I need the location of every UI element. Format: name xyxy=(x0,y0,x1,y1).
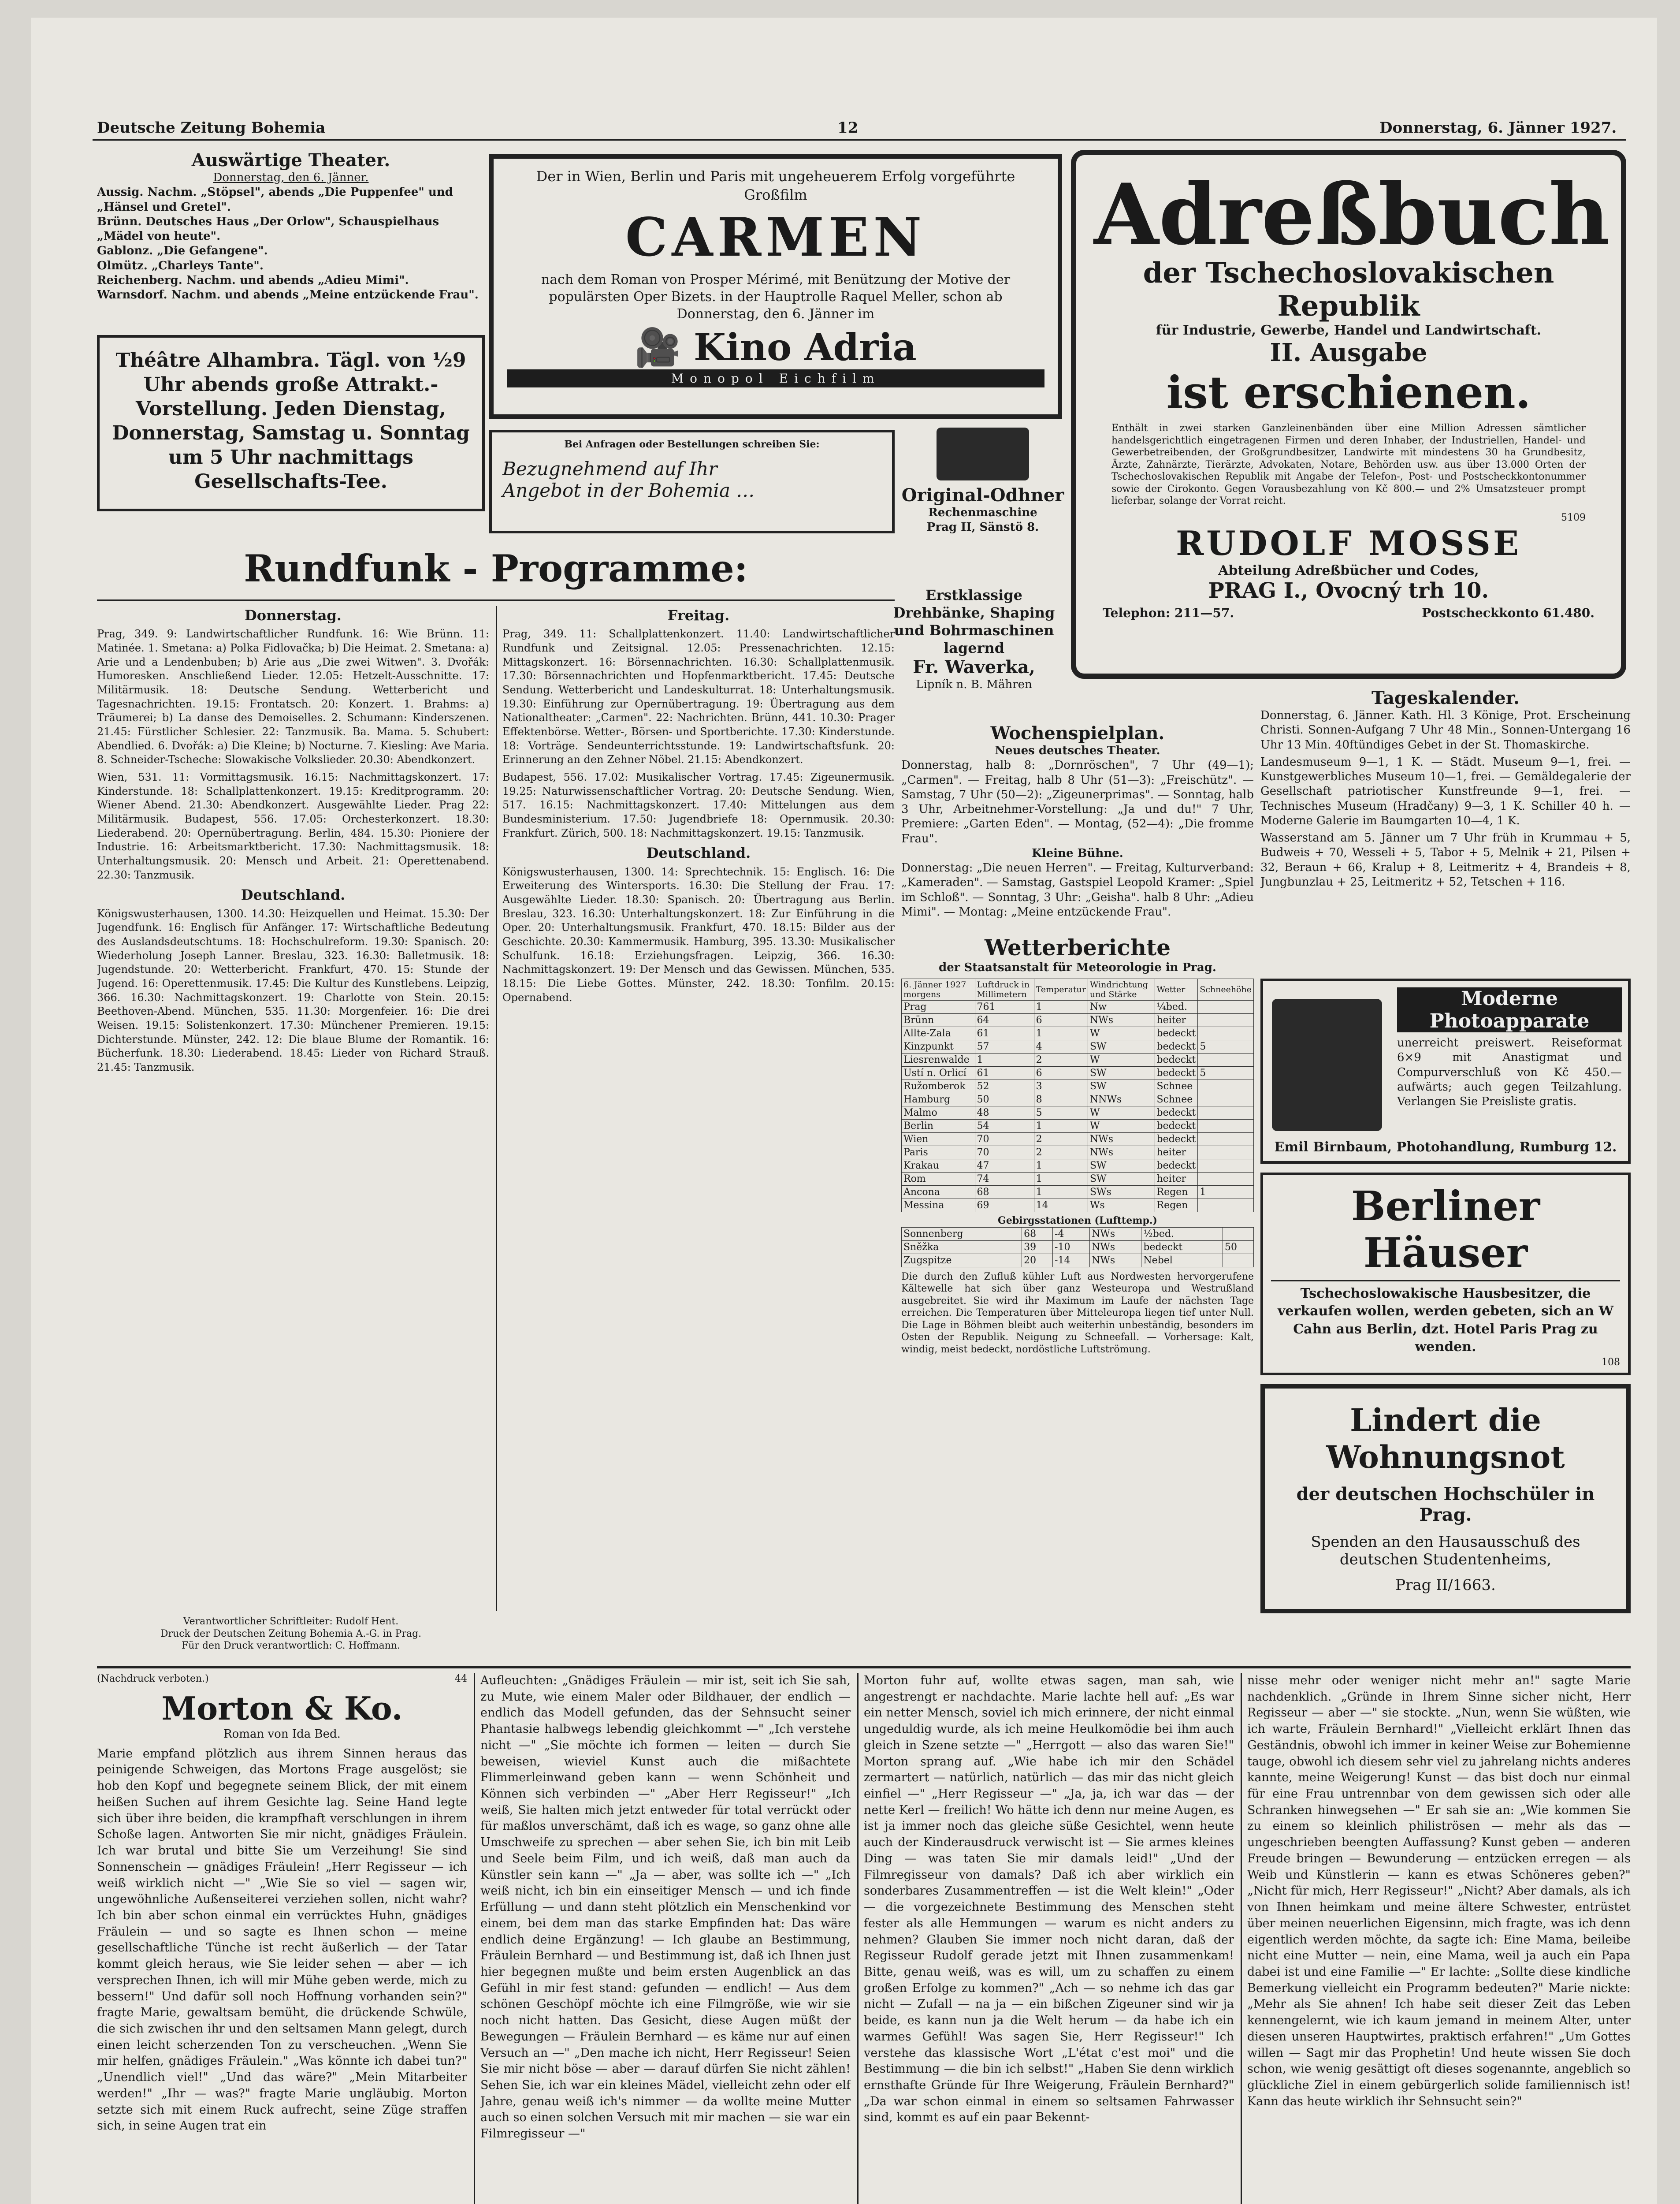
weather-cell: 70 xyxy=(975,1133,1034,1146)
odhner-product: Rechenmaschine xyxy=(928,506,1037,519)
newspaper-page xyxy=(31,18,1657,2204)
weather-cell: NWs xyxy=(1088,1014,1155,1027)
berliner-title: Berliner Häuser xyxy=(1351,1182,1540,1277)
theater-line: Aussig. Nachm. „Stöpsel", abends „Die Puppenfee" und „Hänsel und Gretel". xyxy=(97,186,453,214)
weather-row xyxy=(902,1227,1254,1240)
adressbuch-ad xyxy=(1071,150,1626,679)
theater-line: Warnsdorf. Nachm. und abends „Meine entzückende Frau". xyxy=(97,288,479,302)
housing-notice xyxy=(1260,1384,1631,1613)
weather-cell: NWs xyxy=(1088,1133,1155,1146)
weather-cell: heiter xyxy=(1155,1146,1198,1159)
notice-line-2: der deutschen Hochschüler in Prag. xyxy=(1296,1484,1595,1525)
radio-germany-heading-2: Deutschland. xyxy=(646,845,751,862)
weather-cell: 1 xyxy=(975,1054,1034,1067)
weather-cell: 47 xyxy=(975,1159,1034,1173)
weather-row xyxy=(902,1146,1254,1159)
imprint-editor: Verantwortlicher Schriftleiter: Rudolf Hent. xyxy=(183,1616,399,1627)
weather-row xyxy=(902,1106,1254,1120)
weekly-subtitle: Neues deutsches Theater. xyxy=(995,744,1160,757)
page-number: 12 xyxy=(837,119,859,137)
weather-cell: Ws xyxy=(1088,1199,1155,1212)
radio-friday-text-2: Budapest, 556. 17.02: Musikalischer Vortrag. 17.45: Zigeunermusik. 19.25: Naturwissenschaftlicher Vortrag. 20: Deutsche Sendung. Wien, 517. 16.15: Nachmittagskonzert. 17.40: Mittelungen aus dem Bundesministerium. 17.50: Jugendbriefe 18: Opernmusik. 20.30: Frankfurt. Zürich, 500. 18: Nachmittagskonzert. 19.15: Tanzmusik. xyxy=(502,771,895,839)
adressbuch-code: 5109 xyxy=(1561,512,1586,523)
photo-ad xyxy=(1260,979,1631,1164)
order-note-script-1: Bezugnehmend auf Ihr xyxy=(502,458,717,480)
carmen-intro: Der in Wien, Berlin und Paris mit ungeheuerem Erfolg vorgeführte Großfilm xyxy=(536,168,1015,203)
weather-cell xyxy=(1198,1106,1254,1120)
weather-cell: bedeckt xyxy=(1155,1054,1198,1067)
drehbaenke-text: Erstklassige Drehbänke, Shaping und Bohrmaschinen lagernd xyxy=(893,587,1055,656)
imprint-responsible: Für den Druck verantwortlich: C. Hoffmann. xyxy=(181,1640,401,1651)
adressbuch-subtitle: der Tschechoslovakischen Republik xyxy=(1143,257,1554,323)
weather-header-cell: Wetter xyxy=(1155,979,1198,1001)
weather-cell: -10 xyxy=(1053,1240,1090,1254)
order-note xyxy=(489,430,895,533)
weather-cell xyxy=(1223,1254,1254,1267)
weather-cell: 74 xyxy=(975,1173,1034,1186)
adressbuch-firm: RUDOLF MOSSE xyxy=(1176,524,1521,563)
weather-row xyxy=(902,1133,1254,1146)
carmen-title: CARMEN xyxy=(625,206,926,269)
weather-cell: 4 xyxy=(1034,1040,1088,1054)
carmen-cinema: 🎥 Kino Adria xyxy=(635,325,917,369)
novel-title: Morton & Ko. xyxy=(161,1689,403,1727)
weather-cell: 52 xyxy=(975,1080,1034,1093)
weather-cell: 1 xyxy=(1034,1027,1088,1040)
weekly-schedule xyxy=(901,723,1254,930)
weather-cell: W xyxy=(1088,1106,1155,1120)
novel-divider xyxy=(97,1666,1631,1668)
weather-cell: 20 xyxy=(1022,1254,1053,1267)
adressbuch-description: Enthält in zwei starken Ganzleinenbänden über eine Million Adressen sämtlicher handelsgerichtlich eingetragenen Firmen und deren Inhaber, der Industriellen, Handel- und Gewerbetreibenden, der Großgrundbesitzer, Landwirte mit mindestens 30 ha Grundbesitz, Ärzte, Zahnärzte, Tierärzte, Advokaten, Notare, Behörden usw. aus über 13.000 Orten der Tschechoslovakischen Republik mit Angabe der Telefon-, Post- und Postscheckkontonummer sowie der Cirokonto. Gegen Vorausbezahlung von Kč 800.— und 2% Umsatzsteuer prompt lieferbar, solange der Vorrat reicht. xyxy=(1111,423,1586,506)
theater-title: Auswärtige Theater. xyxy=(191,150,390,171)
weather-row xyxy=(902,1067,1254,1080)
weather-cell: Allte-Zala xyxy=(902,1027,975,1040)
weather-header-cell: 6. Jänner 1927 morgens xyxy=(902,979,975,1001)
weather-cell: Liesrenwalde xyxy=(902,1054,975,1067)
weather-cell: 1 xyxy=(1034,1159,1088,1173)
weather-mountain-body xyxy=(902,1227,1254,1267)
weather-cell: 68 xyxy=(1022,1227,1053,1240)
novel-author: Roman von Ida Bed. xyxy=(223,1727,341,1741)
weather-cell: Regen xyxy=(1155,1186,1198,1199)
calendar-section xyxy=(1260,688,1631,970)
weather-section xyxy=(901,934,1254,1631)
weather-cell: 50 xyxy=(1223,1240,1254,1254)
weather-mountain-title: Gebirgsstationen (Lufttemp.) xyxy=(998,1215,1157,1227)
weather-cell: Prag xyxy=(902,1001,975,1014)
weather-cell xyxy=(1223,1227,1254,1240)
weather-row xyxy=(902,1186,1254,1199)
weather-cell: W xyxy=(1088,1120,1155,1133)
photo-name: Emil Birnbaum, Photohandlung, Rumburg 12. xyxy=(1274,1139,1617,1155)
weather-cell: W xyxy=(1088,1054,1155,1067)
weather-cell: NWs xyxy=(1089,1240,1141,1254)
weather-table-header xyxy=(902,979,1254,1001)
radio-thursday-text-2: Wien, 531. 11: Vormittagsmusik. 16.15: Nachmittagskonzert. 17: Kinderstunde. 18: Schallplattenkonzert. 19.15: Kreditprogramm. 20: Wiener Abend. 21.30: Abendkonzert. Ausgewählte Lieder. Prag 22: Militärmusik. Budapest, 556. 17.05: Orchesterkonzert. 18.30: Liederabend. 20: Opernübertragung. Berlin, 484. 15.30: Pioniere der Industrie. 16: Arbeitsmarktbericht. 17.30: Nachmittagsmusik. 18: Unterhaltungsmusik. 20: Mensch und Arbeit. 21: Operettenabend. 22.30: Tanzmusik. xyxy=(97,771,489,881)
weather-title: Wetterberichte xyxy=(984,934,1171,961)
theater-line: Gablonz. „Die Gefangene". xyxy=(97,244,268,258)
weather-header-cell: Windrichtung und Stärke xyxy=(1088,979,1155,1001)
odhner-ad xyxy=(901,428,1064,569)
weather-cell: 761 xyxy=(975,1001,1034,1014)
weather-cell: 1 xyxy=(1034,1001,1088,1014)
weather-cell: Malmo xyxy=(902,1106,975,1120)
weather-cell xyxy=(1198,1027,1254,1040)
weather-cell: Schnee xyxy=(1155,1093,1198,1106)
weather-cell: heiter xyxy=(1155,1173,1198,1186)
novel-text-3: Morton fuhr auf, wollte etwas sagen, man sah, wie angestrengt er nachdachte. Marie lachte hell auf: „Es war ein netter Mensch, soviel ich mich erinnere, der nicht einmal ungeduldig wurde, als ich meine Heulkomödie bei ihm auch gleich in Szene setzte —" „Herrgott — also das waren Sie!" Morton sprang auf. „Wie habe ich mir den Schädel zermartert — natürlich, natürlich — das mir das nicht gleich einfiel —" „Herr Regisseur —" „Ja, ja, ich war das — der nette Kerl — freilich! Wo hätte ich denn nur meine Augen, es ist ja immer noch das gleiche süße Gesichtel, wenn heute auch der Kinderausdruck verwischt ist — Sie armes kleines Ding — was taten Sie mir damals leid!" „Und der Filmregisseur von damals? Daß ich aber wirklich ein sonderbares Zusammentreffen — ist die Welt klein!" „Oder — die vorgezeichnete Bestimmung des Menschen steht fester als alle Hemmungen — warum es nicht anders zu nehmen? Glauben Sie immer noch nicht daran, daß der Regisseur Rudolf gerade jetzt mit Ihnen zusammenkam! Bitte, genau weiß, was es will, um zu schaffen zu einem großen Erfolge zu kommen?" „Ach — so nehme ich das gar nicht — Zufall — na ja — ein bißchen Zigeuner sind wir ja beide, es kann nun ja die Welt herum — da habe ich ein warmes Gefühl! Was sagen Sie, Herr Regisseur!" Ich verstehe das klassische Wort „L'état c'est moi" und die Bestimmung — die bin ich selbst!" „Haben Sie denn wirklich ernsthafte Gründe für Ihre Weigerung, Fräulein Bernhard?" „Da war schon einmal in einem so seltsamen Fahrwasser sind, kommt es auf ein paar Bekennt- xyxy=(864,1674,1234,2125)
weather-cell: 5 xyxy=(1034,1106,1088,1120)
weather-cell: -14 xyxy=(1053,1254,1090,1267)
novel-text-2: Aufleuchten: „Gnädiges Fräulein — mir ist, seit ich Sie sah, zu Mute, wie einem Maler oder Bildhauer, der endlich — endlich das Modell gefunden, das der Sehnsucht seiner Phantasie halbwegs lebendig gleichkommt —" „Ich verstehe nicht —" „Sie möchte ich formen — leiten — durch Sie beweisen, wieviel Kunst auch die mißachtete Flimmerleinwand geben kann — wenn Schönheit und Können sich verbinden —" „Aber Herr Regisseur!" „Ich weiß, Sie halten mich jetzt entweder für total verrückt oder für maßlos unverschämt, daß ich es wage, so ganz ohne alle Umschweife zu sprechen — aber sehen Sie, ich bin mit Leib und Seele beim Film, und ich weiß, daß man auch da Künstler sein kann —" „Ja — aber, was sollte ich —" „Ich weiß nicht, ich bin ein einseitiger Mensch — und ich finde Erfüllung — und dann steht plötzlich ein Menschenkind vor einem, bei dem man das starke Empfinden hat: Das wäre endlich deine Ergänzung! — Ich glaube an Bestimmung, Fräulein Bernhard — und Bestimmung ist, daß ich Ihnen just hier begegnen mußte und beim ersten Augenblick an das Gefühl in mir fest stand: gefunden — endlich! — Aus dem schönen Geschöpf möchte ich eine Filmgröße, wie wir sie noch nicht hatten. Das Gesicht, diese Augen müßt der Bewegungen — Fräulein Bernhard — es käme nur auf einen Versuch an —" „Den mache ich nicht, Herr Regisseur! Seien Sie mir nicht böse — aber — darauf dürfen Sie nicht zählen! Sehen Sie, ich war ein kleines Mädel, vielleicht zehn oder elf Jahre, genau weiß ich's nimmer — da wollte meine Mutter auch so einen solchen Versuch mit mir machen — sie war ein Filmregisseur —" xyxy=(480,1674,851,2141)
berliner-rule xyxy=(1271,1280,1620,1281)
weather-table xyxy=(901,979,1254,1212)
weather-cell: 57 xyxy=(975,1040,1034,1054)
weather-header-cell: Schneehöhe xyxy=(1198,979,1254,1001)
weather-cell: Messina xyxy=(902,1199,975,1212)
weather-cell: 8 xyxy=(1034,1093,1088,1106)
weather-row xyxy=(902,1199,1254,1212)
weather-cell: 70 xyxy=(975,1146,1034,1159)
adressbuch-edition: II. Ausgabe xyxy=(1270,338,1427,367)
weather-row xyxy=(902,1027,1254,1040)
order-note-heading: Bei Anfragen oder Bestellungen schreiben Sie: xyxy=(564,439,820,450)
weather-header-cell: Luftdruck in Millimetern xyxy=(975,979,1034,1001)
calendar-water-levels: Wasserstand am 5. Jänner um 7 Uhr früh in Krummau + 5, Budweis + 70, Wesseli + 5, Tabor + 5, Melnik + 21, Pilsen + 32, Beraun + 66, Kralup + 8, Leitmeritz + 4, Brandeis + 8, Jungbunzlau + 25, Leitmeritz + 52, Tetschen + 116. xyxy=(1260,831,1631,889)
weather-cell: 5 xyxy=(1198,1067,1254,1080)
weather-cell: -4 xyxy=(1053,1227,1090,1240)
adressbuch-branches: für Industrie, Gewerbe, Handel und Landwirtschaft. xyxy=(1156,323,1542,338)
weather-cell xyxy=(1198,1054,1254,1067)
calendar-text: Donnerstag, 6. Jänner. Kath. Hl. 3 Könige, Prot. Erscheinung Christi. Sonnen-Aufgang 7 Uhr 48 Min., Sonnen-Untergang 16 Uhr 13 Min. 40ftündiges Gebet in der St. Thomaskirche. xyxy=(1260,709,1631,752)
alhambra-ad: Théâtre Alhambra. Tägl. von ½9 Uhr abends große Attrakt.-Vorstellung. Jeden Dienstag, Donnerstag, Samstag u. Sonntag um 5 Uhr nachmittags Gesellschafts-Tee. xyxy=(97,335,485,511)
adressbuch-headline: ist erschienen. xyxy=(1166,366,1531,418)
weather-mountain-table xyxy=(901,1227,1254,1267)
photo-title: Moderne Photoapparate xyxy=(1397,987,1622,1032)
weather-cell: 1 xyxy=(1034,1186,1088,1199)
weather-cell: Brünn xyxy=(902,1014,975,1027)
drehbaenke-company: Fr. Waverka, xyxy=(913,657,1035,678)
weather-row xyxy=(902,1159,1254,1173)
weather-cell: ¼bed. xyxy=(1155,1001,1198,1014)
weekly-text: Donnerstag, halb 8: „Dornröschen", 7 Uhr (49—1); „Carmen". — Freitag, halb 8 Uhr (51—3): „Freischütz". — Samstag, 7 Uhr (50—2): „Zigeunerprimas". — Sonntag, halb 3 Uhr, Arbeitnehmer-Vorstellung: „Ja und du!" 7 Uhr, Premiere: „Garten Eden". — Montag, (52—4): „Die fromme Frau". xyxy=(901,759,1254,845)
weather-row xyxy=(902,1040,1254,1054)
theater-section xyxy=(97,150,485,317)
adressbuch-postcheck: Postscheckkonto 61.480. xyxy=(1422,606,1595,620)
weather-row xyxy=(902,1054,1254,1067)
weather-cell: SW xyxy=(1088,1040,1155,1054)
weather-row xyxy=(902,1001,1254,1014)
weather-cell: 61 xyxy=(975,1067,1034,1080)
weather-cell xyxy=(1198,1093,1254,1106)
weather-header-cell: Temperatur xyxy=(1034,979,1088,1001)
imprint-printer: Druck der Deutschen Zeitung Bohemia A.-G. in Prag. xyxy=(160,1628,422,1639)
weather-cell: bedeckt xyxy=(1155,1106,1198,1120)
radio-title-rule xyxy=(97,599,895,601)
theater-line: Brünn. Deutsches Haus „Der Orlow", Schauspielhaus „Mädel von heute". xyxy=(97,215,439,243)
weather-cell: Nebel xyxy=(1141,1254,1223,1267)
novel-number: 44 xyxy=(455,1673,467,1684)
weather-cell: 1 xyxy=(1198,1186,1254,1199)
weather-cell: SW xyxy=(1088,1173,1155,1186)
camera-icon xyxy=(1272,999,1382,1131)
radio-title: Rundfunk - Programme: xyxy=(244,547,748,590)
novel-column-1 xyxy=(97,1673,467,2204)
weather-cell: 69 xyxy=(975,1199,1034,1212)
calendar-title: Tageskalender. xyxy=(1372,688,1520,708)
weather-cell: bedeckt xyxy=(1141,1240,1223,1254)
weather-cell: ½bed. xyxy=(1141,1227,1223,1240)
radio-germany-heading: Deutschland. xyxy=(241,886,346,904)
weather-cell: 2 xyxy=(1034,1054,1088,1067)
drehbaenke-ad xyxy=(886,586,1062,719)
notice-title: Lindert die Wohnungsnot xyxy=(1326,1402,1565,1475)
weather-cell: SW xyxy=(1088,1080,1155,1093)
radio-column-right xyxy=(502,606,895,1611)
weather-cell xyxy=(1198,1133,1254,1146)
date-line: Donnerstag, 6. Jänner 1927. xyxy=(1379,119,1617,137)
radio-germany-text-2: Königswusterhausen, 1300. 14: Sprechtechnik. 15: Englisch. 16: Die Erweiterung des Wintersports. 16.30: Die Stellung der Frau. 17: Ausgewählte Lieder. 18.30: Spanisch. 20: Übertragung aus Berlin. Breslau, 323. 16.30: Unterhaltungskonzert. 18: Zur Einführung in die Oper. 20: Unterhaltungsmusik. Frankfurt, 470. 18.15: Bilder aus der Geschichte. 20.30: Kammermusik. Hamburg, 395. 13.30: Musikalischer Schulfunk. 16.18: Erziehungsfragen. Leipzig, 366. 16.30: Nachmittagskonzert. 19: Der Mensch und das Gewissen. München, 535. 18.15: Die Liebe Gottes. Münster, 242. 18.30: Tonfilm. 20.15: Opernabend. xyxy=(502,865,895,1004)
weather-cell: heiter xyxy=(1155,1014,1198,1027)
weather-cell: 3 xyxy=(1034,1080,1088,1093)
weather-cell: NWs xyxy=(1089,1227,1141,1240)
weather-cell: Wien xyxy=(902,1133,975,1146)
weather-cell: 2 xyxy=(1034,1146,1088,1159)
theater-line: Reichenberg. Nachm. und abends „Adieu Mimi". xyxy=(97,273,409,287)
weather-cell: Paris xyxy=(902,1146,975,1159)
weather-row xyxy=(902,1014,1254,1027)
calculator-icon xyxy=(937,428,1029,480)
photo-text: unerreicht preiswert. Reiseformat 6×9 mit Anastigmat und Compurverschluß von Kč 450.— aufwärts; auch gegen Teilzahlung. Verlangen Sie Preisliste gratis. xyxy=(1397,1036,1622,1109)
weather-row xyxy=(902,1080,1254,1093)
weather-cell: Ustí n. Orlicí xyxy=(902,1067,975,1080)
radio-germany-text: Königswusterhausen, 1300. 14.30: Heizquellen und Heimat. 15.30: Der Jugendfunk. 16: Englisch für Anfänger. 17: Wirtschaftliche Bedeutung des Auslandsdeutschtums. 18: Hochschulreform. 19.30: Spanisch. 20: Wiederholung Joseph Lanner. Breslau, 323. 16.30: Balletmusik. 18: Jugendstunde. 20: Wetterbericht. Frankfurt, 470. 15: Stunde der Jugend. 16: Operettenmusik. 17.45: Die Kultur des Kunstlebens. Leipzig, 366. 16.30: Nachmittagskonzert. 19: Charlotte von Stein. 20.15: Beethoven-Abend. München, 535. 11.30: Morgenfeier. 16: Die drei Weisen. 19.15: Solistenkonzert. 17.30: Münchener Premieren. 19.15: Dichterstunde. Münster, 242. 12: Die blaue Blume der Romantik. 16: Bücherfunk. 18.30: Liederabend. 18.45: Lieder von Richard Strauß. 21.45: Tanzmusik. xyxy=(97,907,489,1073)
carmen-tagline: Monopol Eichfilm xyxy=(507,369,1044,387)
weather-row xyxy=(902,1240,1254,1254)
radio-day-friday: Freitag. xyxy=(667,607,730,624)
weather-cell: 64 xyxy=(975,1014,1034,1027)
weather-cell: Hamburg xyxy=(902,1093,975,1106)
weather-cell: 6 xyxy=(1034,1014,1088,1027)
weather-cell: bedeckt xyxy=(1155,1159,1198,1173)
weather-cell: NWs xyxy=(1088,1146,1155,1159)
weather-cell: 39 xyxy=(1022,1240,1053,1254)
weather-cell: bedeckt xyxy=(1155,1040,1198,1054)
weather-cell: Schnee xyxy=(1155,1080,1198,1093)
weather-cell: NNWs xyxy=(1088,1093,1155,1106)
weather-cell: 48 xyxy=(975,1106,1034,1120)
odhner-address: Prag II, Sänstö 8. xyxy=(926,521,1039,534)
weather-cell: W xyxy=(1088,1027,1155,1040)
theater-subtitle: Donnerstag, den 6. Jänner. xyxy=(213,171,369,184)
order-note-script-2: Angebot in der Bohemia … xyxy=(502,479,755,501)
radio-friday-text: Prag, 349. 11: Schallplattenkonzert. 11.40: Landwirtschaftlicher Rundfunk und Zeitsignal. 12.05: Pressenachrichten. 12.15: Mittagskonzert. 16: Börsennachrichten. 16.30: Schallplattenmusik. 17.30: Börsennachrichten und Hopfenmarktbericht. 17.45: Deutsche Sendung. Wetterbericht und Landeskulturrat. 18: Unterhaltungsmusik. 19.30: Einführung zur Opernübertragung. 19: Übertragung aus dem Nationaltheater: „Carmen". 22: Nachrichten. Brünn, 441. 10.30: Prager Effektenbörse. Wetter-, Börsen- und Sportberichte. 17.30: Kinderstunde. 18: Vorträge. Sendeunterrichtsstunde. 19: Landwirtschaftsfunk. 20: Erinnerung an den Zehner Nöbel. 21.15: Abendkonzert. xyxy=(502,628,895,766)
weather-cell: Rom xyxy=(902,1173,975,1186)
radio-thursday-text: Prag, 349. 9: Landwirtschaftlicher Rundfunk. 16: Wie Brünn. 11: Matinée. 1. Smetana: a) Polka Fidlovačka; b) Die Heimat. 2. Smetana: a) Arie und a Lendenbuben; b) Arie aus „Die zwei Witwen". 3. Dvořák: Humoresken. Anschließend Lieder. 12.05: Hetzelt-Ausschnitte. 17: Militärmusik. 18: Deutsche Sendung. Wetterbericht und Tagesnachrichten. 19.15: Frontatsch. 20: Konzert. 1. Brahms: a) Träumerei; b) La danse des Demoiselles. 2. Schumann: Kinderszenen. 21.45: Fürstlicher Schlesier. 22: Tanzmusik. Ba. Mama. 5. Schubert: Abendlied. 6. Dvořák: a) Die Kleine; b) Nocturne. 7. Kiesling: Ave Maria. 8. Schneider-Tscheche: Slowakische Volkslieder. 20.30: Abendkonzert. xyxy=(97,628,489,766)
novel-nachdruck: (Nachdruck verboten.) xyxy=(97,1673,209,1684)
weather-cell xyxy=(1198,1173,1254,1186)
weather-cell xyxy=(1198,1014,1254,1027)
weather-cell: 68 xyxy=(975,1186,1034,1199)
weather-cell: 54 xyxy=(975,1120,1034,1133)
carmen-ad xyxy=(489,154,1062,419)
weather-cell: SWs xyxy=(1088,1186,1155,1199)
weather-cell xyxy=(1198,1199,1254,1212)
radio-column-left xyxy=(97,606,489,1611)
weather-cell: Krakau xyxy=(902,1159,975,1173)
novel-text-1: Marie empfand plötzlich aus ihrem Sinnen heraus das peinigende Schweigen, das Mortons Frage ausgelöst; sie hob den Kopf und begegnete seinem Blick, der mit einem heißen Suchen auf ihrem Gesichte lag. Seine Hand legte sich über ihre beiden, die krampfhaft verschlungen in ihrem Schoße lagen. Antworten Sie mir nicht, gnädiges Fräulein. Ich war brutal und bitte Sie um Verzeihung! Sie sind Sonnenschein — gnädiges Fräulein! „Herr Regisseur — ich weiß wirklich nicht —" „Wie Sie so viel — sagen wir, ungewöhnliche Außenseiterei verziehen sollen, nicht wahr? Ich bin aber schon einmal ein verrücktes Huhn, gnädiges Fräulein — und so sagte es Ihnen schon — meine gesellschaftliche Tünche ist recht äußerlich — der Tatar kommt gleich heraus, wie Sie leider sehen — aber — ich versprechen Ihnen, ich will mir Mühe geben werde, mich zu bessern!" Und dafür soll noch Hoffnung vorhanden sein?" fragte Marie, gewaltsam bemüht, die drückende Schwüle, die sich zwischen ihr und den seltsamen Mann gelegt, durch einen leicht scherzenden Ton zu verscheuchen. „Wenn Sie mir helfen, gnädiges Fräulein." „Was könnte ich dabei tun?" „Unendlich viel!" „Und das wäre?" „Mein Mitarbeiter werden!" „Ihr — was?" fragte Marie ungläubig. Morton setzte sich mit einem Ruck aufrecht, seine Züge straffen sich, in seine Augen trat ein xyxy=(97,1746,467,2133)
weather-cell xyxy=(1198,1146,1254,1159)
weekly-title: Wochenspielplan. xyxy=(990,723,1165,744)
weather-cell: 50 xyxy=(975,1093,1034,1106)
weather-cell xyxy=(1198,1080,1254,1093)
weather-cell: SW xyxy=(1088,1067,1155,1080)
weather-cell xyxy=(1198,1120,1254,1133)
weekly-text-2: Donnerstag: „Die neuen Herren". — Freitag, Kulturverband: „Kameraden". — Samstag, Gastspiel Leopold Kramer: „Spiel im Schloß". — Sonntag, 3 Uhr: „Geisha". halb 8 Uhr: „Adieu Mimi". — Montag: „Meine entzückende Frau". xyxy=(901,861,1254,919)
weather-cell: bedeckt xyxy=(1155,1067,1198,1080)
calendar-museums: Landesmuseum 9—1, 1 K. — Städt. Museum 9—1, frei. — Kunstgewerbliches Museum 10—1, frei. — Gemäldegalerie der Gesellschaft patriotischer Kunstfreunde 9—1, frei. — Technisches Museum (Hradčany) 9—3, 1 K. Schiller 40 h. — Moderne Galerie im Baumgarten 10—4, 1 K. xyxy=(1260,755,1631,827)
berliner-ad xyxy=(1260,1173,1631,1375)
weather-cell: 1 xyxy=(1034,1173,1088,1186)
weather-cell: 14 xyxy=(1034,1199,1088,1212)
weather-cell: NWs xyxy=(1089,1254,1141,1267)
weather-cell: Sněžka xyxy=(902,1240,1022,1254)
weather-cell: 5 xyxy=(1198,1040,1254,1054)
weather-row xyxy=(902,1173,1254,1186)
weather-cell: 1 xyxy=(1034,1120,1088,1133)
film-camera-icon: 🎥 xyxy=(635,325,694,369)
weather-cell: Berlin xyxy=(902,1120,975,1133)
imprint xyxy=(97,1616,485,1652)
weather-text: Die durch den Zufluß kühler Luft aus Nordwesten hervorgerufene Kältewelle hat sich über ganz Westeuropa und Westrußland ausgebreitet. Sie wird ihr Maximum im Laufe der nächsten Tage erreichen. Die Temperaturen über Mitteleuropa liegen tief unter Null. Die Lage in Böhmen bleibt auch weiterhin unbeständig, besonders im Osten der Republik. Neigung zu Schneefall. — Vorhersage: Kalt, windig, meist bedeckt, nordöstliche Luftströmung. xyxy=(901,1271,1254,1355)
weather-row xyxy=(902,1120,1254,1133)
theater-line: Olmütz. „Charleys Tante". xyxy=(97,259,264,272)
weather-cell: bedeckt xyxy=(1155,1133,1198,1146)
weather-row xyxy=(902,1093,1254,1106)
adressbuch-title: Adreßbuch xyxy=(1094,165,1610,264)
weekly-subtitle-2: Kleine Bühne. xyxy=(1032,846,1123,860)
berliner-code: 108 xyxy=(1602,1356,1620,1368)
weather-table-body xyxy=(902,1001,1254,1212)
weather-cell: Regen xyxy=(1155,1199,1198,1212)
weather-cell: Nw xyxy=(1088,1001,1155,1014)
weather-cell: 2 xyxy=(1034,1133,1088,1146)
novel-divider-1 xyxy=(474,1673,475,2204)
weather-subtitle: der Staatsanstalt für Meteorologie in Prag. xyxy=(939,961,1216,974)
weather-cell: Ancona xyxy=(902,1186,975,1199)
novel-divider-2 xyxy=(857,1673,859,2204)
novel-divider-3 xyxy=(1241,1673,1242,2204)
notice-line-3: Spenden an den Hausausschuß des deutschen Studentenheims, xyxy=(1311,1533,1580,1568)
drehbaenke-place: Lipník n. B. Mähren xyxy=(916,678,1032,691)
notice-line-4: Prag II/1663. xyxy=(1395,1576,1496,1594)
weather-cell: SW xyxy=(1088,1159,1155,1173)
berliner-text: Tschechoslowakische Hausbesitzer, die verkaufen wollen, werden gebeten, sich an W Cahn aus Berlin, dzt. Hotel Paris Prag zu wenden. xyxy=(1277,1285,1614,1355)
weather-cell: Zugspitze xyxy=(902,1254,1022,1267)
carmen-body: nach dem Roman von Prosper Mérimé, mit Benützung der Motive der populärsten Oper Bizets. in der Hauptrolle Raquel Meller, schon ab Donnerstag, den 6. Jänner im xyxy=(541,272,1011,322)
weather-cell xyxy=(1198,1001,1254,1014)
radio-day-thursday: Donnerstag. xyxy=(245,607,342,624)
weather-cell: Kinzpunkt xyxy=(902,1040,975,1054)
weather-cell: bedeckt xyxy=(1155,1027,1198,1040)
adressbuch-contacts xyxy=(1103,606,1595,620)
adressbuch-telephone: Telephon: 211—57. xyxy=(1103,606,1234,620)
header-rule xyxy=(93,139,1626,141)
weather-cell xyxy=(1198,1159,1254,1173)
odhner-name: Original-Odhner xyxy=(901,485,1064,506)
weather-cell: Ružomberok xyxy=(902,1080,975,1093)
weather-cell: bedeckt xyxy=(1155,1120,1198,1133)
adressbuch-department: Abteilung Adreßbücher und Codes, xyxy=(1218,563,1479,578)
adressbuch-address: PRAG I., Ovocný trh 10. xyxy=(1208,578,1489,603)
weather-cell: Sonnenberg xyxy=(902,1227,1022,1240)
weather-row xyxy=(902,1254,1254,1267)
novel-text-4: nisse mehr oder weniger nicht mehr an!" sagte Marie nachdenklich. „Gründe in Ihrem Sinne sicher nicht, Herr Regisseur — aber —" sie stockte. „Nun, wenn Sie wüßten, wie ich warte, Fräulein Bernhard!" „Vielleicht erklärt Ihnen das Geständnis, obwohl ich immer in keiner Weise zur Bohemienne tauge, obwohl ich diesem sehr viel zu jahrelang nichts anderes kannte, meine Weigerung! Kunst — das bist doch nur einmal für eine Frau untrennbar von dem gewissen sich oder alle Schranken hinwegsehen —" Er sah sie an: „Wie kommen Sie zu einem so kleinlich philiströsen — mehr als das — ungeschrieben beengten Auffassung? Kunst geben — anderen Freude bringen — Bewunderung — entzücken erregen — als Weib und Künstlerin — kann es etwas Schöneres geben?" „Nicht für mich, Herr Regisseur!" „Nicht? Aber damals, als ich von Ihnen heimkam und meine ältere Schwester, entrüstet über meinen neuerlichen Eigensinn, mich fragte, was ich denn eigentlich werden möchte, da sagte ich: Eine Mama, beileibe nicht eine Mutter — nein, eine Mama, weil ja auch ein Papa dabei ist und eine Familie —" Er lachte: „Sollte diese kindliche Bemerkung vielleicht ein Programm bedeuten?" Marie nickte: „Mehr als Sie ahnen! Ich habe seit dieser Zeit das Leben kennengelernt, wie ich kaum jemand in meinem Alter, unter diesen unseren Hauptwirtes, praktisch erfahren!" „Um Gottes willen — Sagt mir das Prophetin! Und heute wissen Sie doch schon, wie wenig gesättigt oft dieses sogenannte, angeblich so glückliche Ziel in einem gebürgerlich solide familiennisch ist! Kann das heute wirklich ihr Sehnsucht sein?" xyxy=(1247,1674,1631,2108)
radio-column-divider xyxy=(496,606,497,1611)
masthead-left: Deutsche Zeitung Bohemia xyxy=(97,119,326,137)
weather-cell: 6 xyxy=(1034,1067,1088,1080)
weather-cell: 61 xyxy=(975,1027,1034,1040)
